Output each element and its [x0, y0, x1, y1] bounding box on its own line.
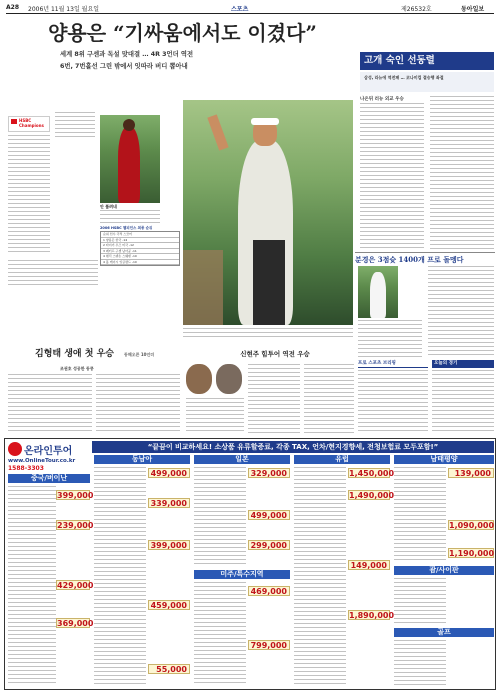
page-header — [6, 2, 494, 14]
page-date: 2006년 11월 13일 월요일 — [28, 6, 100, 13]
gallery-crowd — [183, 250, 223, 325]
ad-golf-text — [394, 640, 446, 686]
yang-photo — [183, 100, 353, 325]
ad-europe-text — [294, 467, 346, 687]
table-row: 3 레티프 구센 남아공 -11 — [101, 249, 179, 255]
ad-japan-text — [194, 467, 246, 567]
yang-trousers — [253, 240, 285, 325]
page-number: A28 — [6, 4, 19, 11]
bottom-mid-photo-2 — [216, 364, 242, 394]
price-box: 1,890,000 — [349, 611, 395, 620]
results-table-title: 2006 HSBC 챔피언스 최종 순위 — [100, 226, 153, 230]
tiger-head — [123, 119, 135, 131]
side-title: 고개 숙인 선동렬 — [360, 52, 494, 70]
bottom-left-headline: 김형태 생애 첫 우승 — [35, 349, 114, 359]
price-box: 1,490,000 — [349, 491, 395, 500]
col-china: 중국/버이난 — [8, 474, 90, 483]
price-box: 55,000 — [148, 664, 190, 674]
price-box: 299,000 — [248, 540, 290, 550]
price-box: 429,000 — [57, 581, 94, 590]
article-text-left-lower — [8, 260, 98, 285]
hsbc-logo — [8, 116, 50, 132]
price-box: 149,000 — [348, 560, 390, 570]
bottom-left-subhead: 동해오픈 10언더 — [124, 352, 155, 357]
main-headline: 양용은 “기싸움에서도 이겼다” — [48, 21, 317, 45]
table-row: 2 타이거 우즈 미국 -12 — [101, 243, 179, 249]
col-japan: 일본 — [194, 455, 290, 464]
bottom-mid-headline: 신현주 힘투어 역전 우승 — [240, 350, 310, 358]
brand-site: www.OnlineTour.co.kr — [8, 458, 76, 464]
bottom-left-text-col1 — [8, 374, 92, 434]
table-row: 순위 선수 국적 스코어 — [101, 232, 179, 238]
yang-raised-arm — [207, 114, 228, 150]
section-name: 스포츠 — [231, 6, 249, 13]
bottom-mid-text-col3 — [304, 364, 354, 434]
results-table — [100, 231, 180, 266]
mid-text-col2 — [428, 266, 494, 358]
col-guam: 괌/사이판 — [394, 566, 494, 575]
table-row: 4 헨릭 스텐손 스웨덴 -10 — [101, 254, 179, 260]
paper-name: 동아일보 — [461, 6, 485, 13]
price-box: 1,090,000 — [449, 521, 495, 530]
tiger-figure — [118, 127, 140, 203]
side-text-col2 — [430, 96, 494, 250]
table-row: 4 폴 케이시 잉글랜드 -10 — [101, 260, 179, 266]
main-subhead-1: 세계 8위 구센과 독설 맞대결 … 4R 3언더 역전 — [60, 51, 194, 58]
price-box: 369,000 — [57, 619, 94, 628]
bottom-left-kicker: 조권호 성공한 동쿵 — [60, 366, 94, 371]
price-box: 459,000 — [148, 600, 190, 610]
bottom-left-text-col2 — [96, 374, 180, 434]
ad-pacific-text — [394, 467, 446, 563]
side-text-col1 — [360, 103, 424, 250]
side-subhead: 삼성, 라뉴에 역전패 … 코나미컵 결승행 좌절 — [360, 72, 494, 92]
price-box: 499,000 — [248, 510, 290, 520]
col-southeast: 동남아 — [94, 455, 190, 464]
tiger-caption-text — [100, 210, 160, 224]
price-box: 399,000 — [148, 540, 190, 550]
mid-photo — [358, 266, 398, 318]
ad-brand-box — [8, 442, 90, 472]
main-subhead-2: 6번, 7번홀선 그린 밖에서 잇따라 버디 뽑아내 — [60, 63, 188, 70]
brief-title: 프로 스포츠 브리핑 — [358, 360, 428, 368]
issue-number: 제26532호 — [401, 6, 432, 13]
ad-america-text — [194, 582, 246, 686]
ad-southeast-text — [94, 467, 146, 687]
price-box: 339,000 — [148, 498, 190, 508]
hsbc-mark-icon — [11, 119, 17, 124]
col-pacific: 남태평양 — [394, 455, 494, 464]
logo-text: HSBC Champions — [19, 118, 44, 128]
bottom-mid-photo-1 — [186, 364, 212, 394]
price-box: 499,000 — [148, 468, 190, 478]
brand-logo-icon — [8, 442, 22, 456]
mid-figure — [370, 272, 386, 318]
brief-text — [358, 370, 428, 434]
ad-china-text — [8, 486, 56, 686]
yang-cap — [251, 118, 279, 125]
mid-text-col1 — [358, 320, 422, 358]
brand-phone: 1588-3303 — [8, 465, 44, 472]
bottom-mid-text-col1 — [186, 398, 244, 434]
tiger-photo — [100, 115, 160, 203]
article-text-col1 — [8, 135, 50, 255]
price-box: 329,000 — [248, 468, 290, 478]
col-america: 미주/특수지역 — [194, 570, 290, 579]
article-text-col2-top — [55, 112, 95, 140]
price-box: 799,000 — [248, 640, 290, 650]
col-golf: 골프 — [394, 628, 494, 637]
ad-guam-text — [394, 578, 446, 624]
price-box: 139,000 — [448, 468, 494, 478]
table-row: 1 양용은 한국 -14 — [101, 238, 179, 244]
photo-caption-text — [183, 328, 353, 340]
brand-name: 온라인투어 — [24, 446, 73, 457]
today-games-text — [432, 370, 494, 434]
today-games-title: 오늘의 경기 — [432, 360, 494, 368]
bottom-mid-text-col2 — [248, 364, 300, 434]
mid-headline: 분경은 3점슛 1400개 프로 돌멩다 — [355, 252, 495, 266]
ad-banner: “끝끔이 비교하세요! 소상품 유류할증료, 각종 TAX, 언차/현지경향세, 전청보험료 모두포함!” — [92, 441, 494, 453]
price-box: 1,450,000 — [349, 469, 395, 478]
col-europe: 유럽 — [294, 455, 390, 464]
price-box: 1,190,000 — [449, 549, 495, 558]
price-box: 239,000 — [57, 521, 94, 530]
price-box: 399,000 — [57, 491, 94, 500]
side-byline: 나온뒤 러뉴 외교 우승 — [360, 97, 404, 102]
tiger-caption: 안 풀려네 — [100, 204, 117, 209]
price-box: 469,000 — [248, 586, 290, 596]
